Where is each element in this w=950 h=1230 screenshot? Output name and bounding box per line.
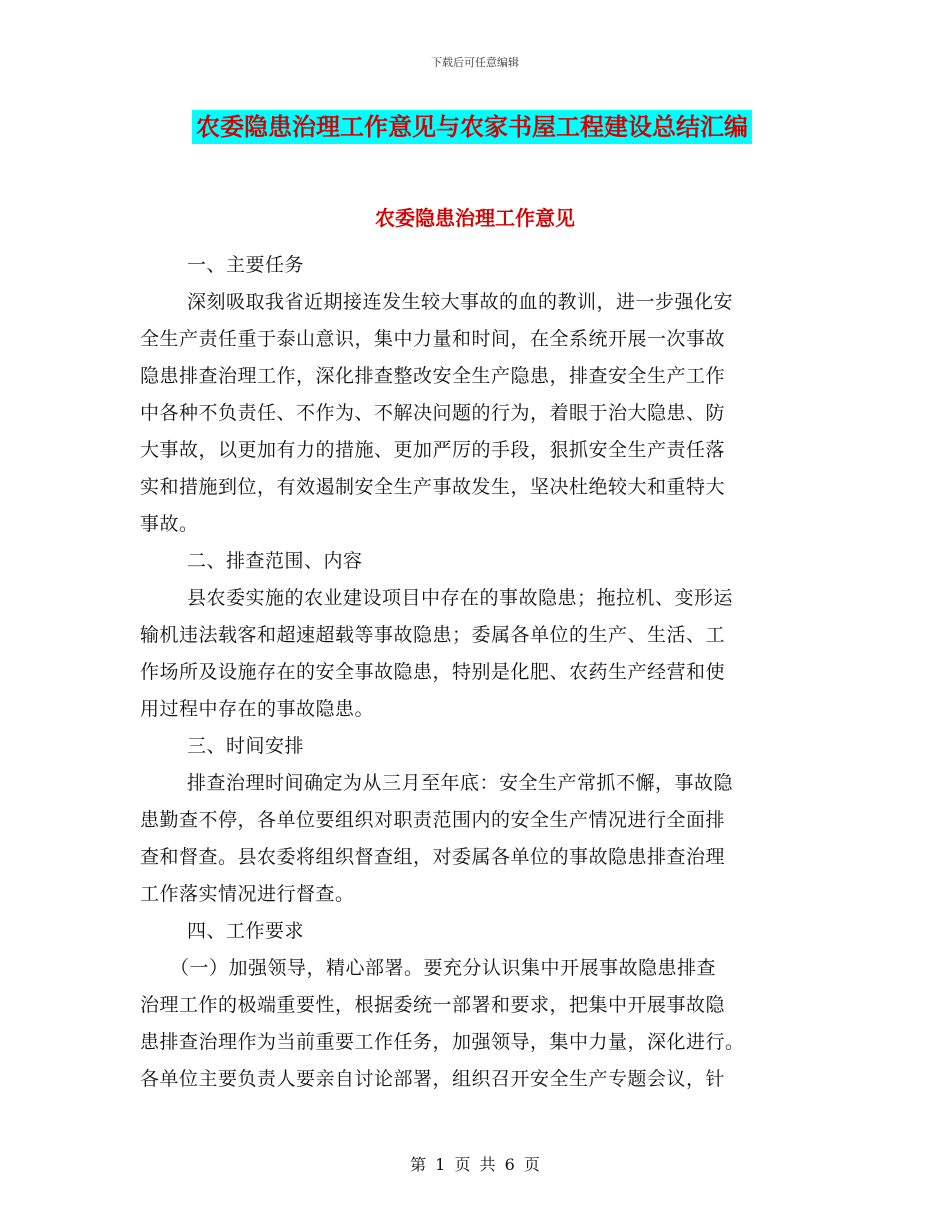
section-title: 农委隐患治理工作意见: [375, 206, 575, 230]
heading-requirements: 四、工作要求: [187, 920, 305, 942]
paragraph-line: 患排查治理作为当前重要工作任务，加强领导，集中力量，深化进行。: [140, 1031, 745, 1053]
paragraph-line: 实和措施到位，有效遏制安全生产事故发生，坚决杜绝较大和重特大: [140, 476, 726, 498]
paragraph-line: 各单位主要负责人要亲自讨论部署，组织召开安全生产专题会议，针: [140, 1068, 726, 1090]
heading-scope: 二、排查范围、内容: [187, 550, 363, 572]
paragraph-line: 排查治理时间确定为从三月至年底：安全生产常抓不懈，事故隐: [187, 772, 734, 794]
paragraph-line: 作场所及设施存在的安全事故隐患，特别是化肥、农药生产经营和使: [140, 661, 726, 683]
paragraph-line: 输机违法载客和超速超载等事故隐患；委属各单位的生产、生活、工: [140, 624, 726, 646]
paragraph-line: 查和督查。县农委将组织督查组，对委属各单位的事故隐患排查治理: [140, 846, 726, 868]
body-text: [140, 247, 810, 1098]
paragraph-line: 工作落实情况进行督查。: [140, 883, 355, 905]
document-title: 农委隐患治理工作意见与农家书屋工程建设总结汇编: [192, 110, 752, 144]
heading-main-tasks: 一、主要任务: [187, 254, 305, 276]
paragraph-line: 患勤查不停，各单位要组织对职责范围内的安全生产情况进行全面排: [140, 809, 726, 831]
paragraph-line: 县农委实施的农业建设项目中存在的事故隐患；拖拉机、变形运: [187, 587, 734, 609]
paragraph-line: 用过程中存在的事故隐患。: [140, 698, 375, 720]
paragraph-line: 大事故，以更加有力的措施、更加严厉的手段，狠抓安全生产责任落: [140, 439, 726, 461]
paragraph-line: 中各种不负责任、不作为、不解决问题的行为，着眼于治大隐患、防: [140, 402, 726, 424]
paragraph-line: 隐患排查治理工作，深化排查整改安全生产隐患，排查安全生产工作: [140, 365, 726, 387]
paragraph-line: 治理工作的极端重要性，根据委统一部署和要求，把集中开展事故隐: [140, 994, 726, 1016]
header-note: 下载后可任意编辑: [431, 56, 519, 69]
paragraph-line: 全生产责任重于泰山意识，集中力量和时间，在全系统开展一次事故: [140, 328, 726, 350]
page-number: 第 1 页 共 6 页: [410, 1155, 540, 1174]
paragraph-line: 事故。: [140, 513, 199, 535]
paragraph-line: 深刻吸取我省近期接连发生较大事故的血的教训，进一步强化安: [187, 291, 734, 313]
paragraph-line: （一）加强领导，精心部署。要充分认识集中开展事故隐患排查: [170, 957, 717, 979]
heading-schedule: 三、时间安排: [187, 735, 305, 757]
